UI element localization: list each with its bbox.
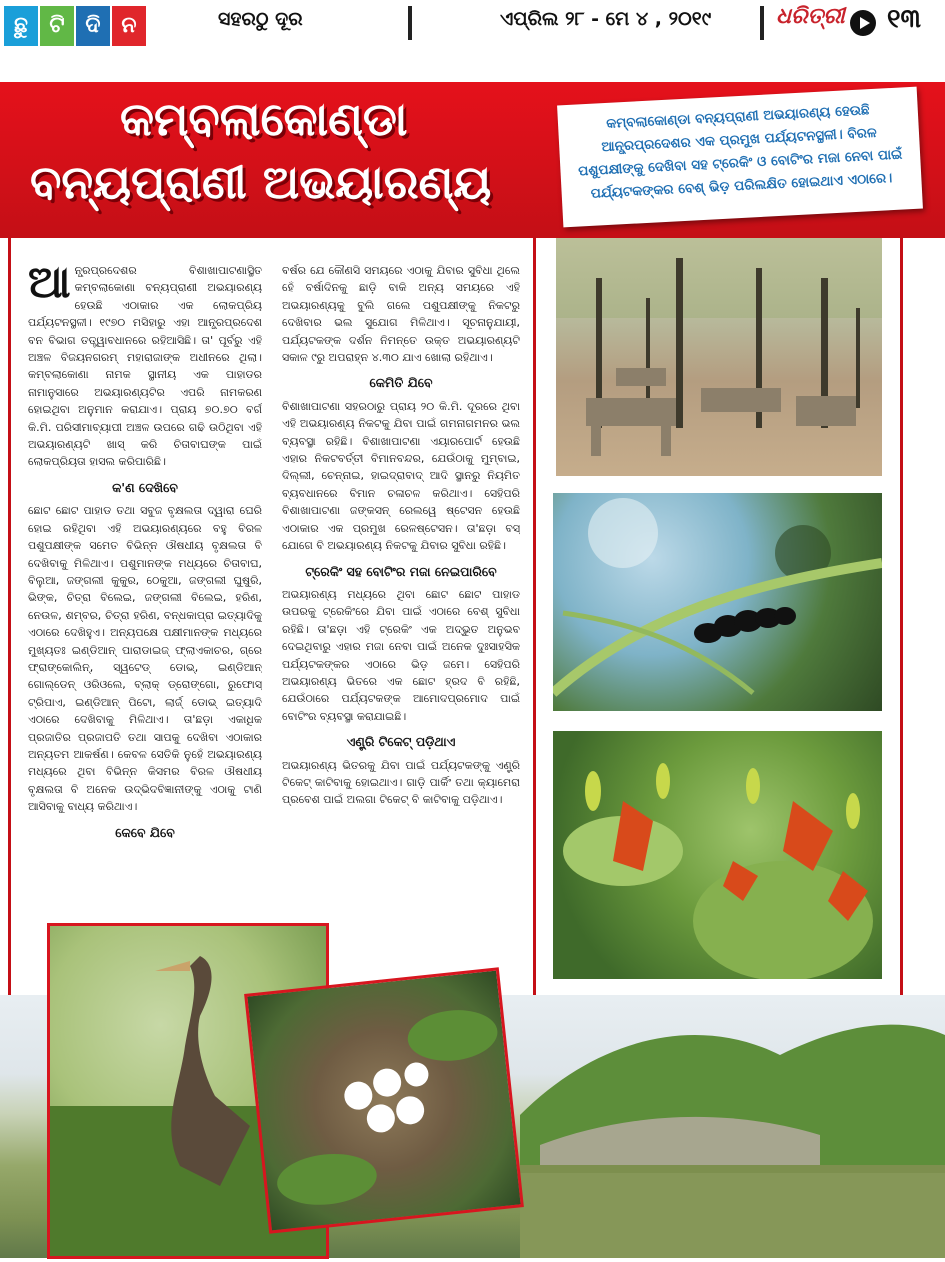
left-rule bbox=[8, 238, 11, 998]
subhead-trekking-boating: ଟ୍ରେକିଂ ସହ ବୋଟିଂର ମଜା ନେଇପାରିବେ bbox=[305, 563, 497, 579]
section-tile-4: ନ bbox=[112, 6, 146, 46]
entry-ticket-paragraph: ଅଭୟାରଣ୍ୟ ଭିତରକୁ ଯିବା ପାଇଁ ପର୍ଯ୍ୟଟକଙ୍କୁ ଏଣ୍ଟ୍ରି ଟିକେଟ୍ କାଟିବାକୁ ହୋଇଥାଏ। ଗାଡ଼ି ପାର୍କିଂ ତଥା କ୍ୟାମେରା ପ୍ରବେଶ ପାଇଁ ଅଲଗା ଟିକେଟ୍ ବି କାଟିବାକୁ ପଡ଼ିଥାଏ। bbox=[282, 758, 520, 807]
right-rule bbox=[900, 238, 903, 998]
orange-flowers-photo bbox=[553, 731, 882, 979]
issue-date: ଏପ୍ରିଲ ୨୮ - ମେ ୪ , ୨୦୧୯ bbox=[500, 8, 712, 30]
section-tile-3: ଦି bbox=[76, 6, 110, 46]
headline-line-1: କମ୍ବଲାକୋଣ୍ଡା bbox=[120, 92, 408, 146]
section-tile-1: ଛୁ bbox=[4, 6, 38, 46]
section-tile-2: ଟି bbox=[40, 6, 74, 46]
page-number: ୧୩ bbox=[887, 4, 921, 34]
callout-card bbox=[557, 87, 923, 228]
intro-paragraph: ନ୍ଧ୍ରପ୍ରଦେଶର ବିଶାଖାପାଟଣାସ୍ଥିତ କମ୍ବଲାକୋଣା ବନ୍ୟପ୍ରାଣୀ ଅଭୟାରଣ୍ୟ ହେଉଛି ଏଠାକାର ଏକ ଲୋକପ୍ରିୟ ପର୍ଯ୍ୟଟନସ୍ଥଳୀ। ୧୯୭୦ ମସିହାରୁ ଏହା ଆନ୍ଧ୍ରପ୍ରଦେଶ ବନ ବିଭାଗ ତତ୍ତ୍ୱାବଧାନରେ ରହିଆସିଛି। ତା' ପୂର୍ବରୁ ଏହି ଅଞ୍ଚଳ ବିଜୟନଗରମ୍ ମହାରାଜାଙ୍କ ଅଧୀନରେ ଥିଲା। କମ୍ବଲାକୋଣା ନାମକ ସ୍ଥାନୀୟ ଏକ ପାହାଡର ନାମାନୁସାରେ ଅଭୟାରଣ୍ୟଟିର ଏପରି ନାମକରଣ ହୋଇଥିବା ଅନୁମାନ କରାଯାଏ। ପ୍ରାୟ ୭୦.୭୦ ବର୍ଗ କି.ମି. ପରିସୀମାବ୍ୟାପୀ ଅଞ୍ଚଳ ଉପରେ ଗଢି ଉଠିଥିବା ଏହି ଅଭୟାରଣ୍ୟଟି ଖାସ୍ କରି ଚିତାବାଘଙ୍କ ପାଇଁ ଲୋକପ୍ରିୟତା ହାସଲ କରିପାରିଛି। bbox=[28, 264, 262, 469]
trekking-paragraph: ଅଭୟାରଣ୍ୟ ମଧ୍ୟରେ ଥିବା ଛୋଟ ଛୋଟ ପାହାଡ ଉପରକୁ ଟ୍ରେକିଂରେ ଯିବା ପାଇଁ ଏଠାରେ ବେଶ୍ ସୁବିଧା ରହିଛି। ତା'ଛଡ଼ା ଏହି ଟ୍ରେକିଂ ଏକ ଅଦ୍ଭୁତ ଅନୁଭବ ଦେଇଥିବାରୁ ଏହାର ମଜା ନେବା ପାଇଁ ଅନେକ ଦୁଃସାହସିକ ପର୍ଯ୍ୟଟକଙ୍କର ଏଠାରେ ଭିଡ଼ ଜମେ। ସେହିପରି ଅଭୟାରଣ୍ୟ ଭିତରେ ଏକ ଛୋଟ ହ୍ରଦ ବି ରହିଛି, ଯେଉଁଠାରେ ପର୍ଯ୍ୟଟକଙ୍କ ଆମୋଦପ୍ରମୋଦ ପାଇଁ ବୋଟିଂର ବ୍ୟବସ୍ଥା କରାଯାଇଛି। bbox=[282, 587, 520, 723]
jasmine-flowers-image bbox=[247, 971, 520, 1231]
middle-rule bbox=[533, 238, 536, 998]
caterpillar-photo bbox=[553, 493, 882, 711]
header-divider bbox=[408, 6, 412, 40]
subhead-when-to-go: କେବେ ଯିବେ bbox=[115, 824, 175, 840]
subhead-how-to-go: କେମିତି ଯିବେ bbox=[369, 375, 433, 391]
caterpillar-image bbox=[553, 493, 882, 711]
section-name: ସହରଠୁ ଦୂର bbox=[218, 8, 303, 30]
what-to-see-paragraph: ଛୋଟ ଛୋଟ ପାହାଡ ତଥା ସବୁଜ ବୃକ୍ଷଲତା ଦ୍ୱାରା ଘେରି ହୋଇ ରହିଥିବା ଏହି ଅଭୟାରଣ୍ୟରେ ବହୁ ବିରଳ ପଶୁପକ୍ଷୀଙ୍କ ସମେତ ବିଭିନ୍ନ ଔଷଧୀୟ ବୃକ୍ଷଲତା ବି ଦେଖିବାକୁ ମିଳିଥାଏ। ପଶୁମାନଙ୍କ ମଧ୍ୟରେ ଚିତାବାଘ, ବିଲୁଆ, ଜଙ୍ଗଲୀ କୁକୁର, ଠେକୁଆ, ଜଙ୍ଗଲୀ ଘୁଷୁରି, ଭିଙ୍କ, ଚିତ୍ରା ବିଲେଇ, ଜଙ୍ଗଲୀ ବିଲେଇ, ହରିଣ, ନେଉଳ, ଶମ୍ବର, ଚିତ୍ରା ହରିଣ, ବନ୍ଧକାପ୍ରା ଇତ୍ୟାଦିକୁ ଏଠାରେ ଦେଖିହୁଏ। ଅନ୍ୟପକ୍ଷେ ପକ୍ଷୀମାନଙ୍କ ମଧ୍ୟରେ ମୁଖ୍ୟତଃ ଇଣ୍ଡିଆନ୍ ପାରାଡାଇଜ୍ ଫ୍ଲାଏକାଚର, ଗ୍ରେ ଫ୍ରାଙ୍କୋଲିନ୍, ସ୍ୱଟେଡ୍ ଡୋଭ୍, ଇଣ୍ଡିଆନ୍ ଗୋଲ୍ଡେନ୍ ଓରିଓଲେ, ବ୍ଲାକ୍ ଡ୍ରୋଙ୍ଗୋ, ରୁଫୋସ୍ ଟ୍ରିପାଏ, ଇଣ୍ଡିଆନ୍ ପିଟୋ, ଲାର୍ଜ୍ ଡୋଭ୍ ଇତ୍ୟାଦି ଏଠାରେ ଦେଖିବାକୁ ମିଳିଥାଏ। ତା'ଛଡ଼ା ଏକାଧିକ ପ୍ରଜାତିର ପ୍ରଜାପତି ତଥା ସାପକୁ ଦେଖିବା ଏଠାକାର ଅନ୍ୟତମ ଆକର୍ଷଣ। କେବଳ ସେତିକି ନୁହେଁ ଅଭୟାରଣ୍ୟ ମଧ୍ୟରେ ଥିବା ବିଭିନ୍ନ କିସମର ବିରଳ ଔଷଧୀୟ ବୃକ୍ଷଲତା ବି ଅନେକ ଉଦ୍ଭିଦବିଜ୍ଞାନୀଙ୍କୁ ଏଠାକୁ ଟାଣି ଆସିବାକୁ ବାଧ୍ୟ କରିଥାଏ। bbox=[28, 504, 262, 814]
publication-logo: ଧରିତ୍ରୀ bbox=[776, 4, 845, 29]
subhead-entry-ticket: ଏଣ୍ଟ୍ରି ଟିକେଟ୍ ପଡ଼ିଥାଏ bbox=[346, 734, 456, 750]
forest-benches-photo bbox=[556, 238, 882, 476]
header-divider bbox=[760, 6, 764, 40]
article-column-1 bbox=[28, 262, 262, 872]
jasmine-flowers-photo bbox=[244, 967, 524, 1233]
article-column-2 bbox=[282, 262, 520, 862]
forest-benches-image bbox=[556, 238, 882, 476]
how-to-go-paragraph: ବିଶାଖାପାଟଣା ସହରଠାରୁ ପ୍ରାୟ ୨୦ କି.ମି. ଦୂରରେ ଥିବା ଏହି ଅଭୟାରଣ୍ୟ ନିକଟକୁ ଯିବା ପାଇଁ ଗମନାଗମନର ଭଲ ବ୍ୟବସ୍ଥା ରହିଛି। ବିଶାଖାପାଟଣା ଏୟାରପୋର୍ଟ ହେଉଛି ଏହାର ନିକଟବର୍ତ୍ତୀ ବିମାନବନ୍ଦର, ଯେଉଁଠାକୁ ମୁମ୍ବାଇ, ଦିଲ୍ଲୀ, ଚେନ୍ନାଇ, ହାଇଦ୍ରାବାଦ୍ ଆଦି ସ୍ଥାନରୁ ନିୟମିତ ବ୍ୟବଧାନରେ ବିମାନ ଚଳାଚଳ କରିଥାଏ। ସେହିପରି ବିଶାଖାପାଟଣା ଜଙ୍କସନ୍ ରେଲୱେ ଷ୍ଟେସନ ହେଉଛି ଏଠାକାର ଏକ ପ୍ରମୁଖ ରେଳଷ୍ଟେସନ। ତା'ଛଡ଼ା ବସ୍ ଯୋଗେ ବି ଅଭୟାରଣ୍ୟ ନିକଟକୁ ଯିବାର ସୁବିଧା ରହିଛି। bbox=[282, 399, 520, 553]
headline-line-2: ବନ୍ୟପ୍ରାଣୀ ଅଭୟାରଣ୍ୟ bbox=[30, 155, 492, 209]
drop-cap: ଆ bbox=[28, 262, 71, 308]
when-to-go-paragraph: ବର୍ଷର ଯେ କୌଣସି ସମୟରେ ଏଠାକୁ ଯିବାର ସୁବିଧା ଥିଲେ ହେଁ ବର୍ଷାଦିନକୁ ଛାଡ଼ି ବାକି ଅନ୍ୟ ସମୟରେ ଏହି ଅଭୟାରଣ୍ୟକୁ ବୁଲି ଗଲେ ପଶୁପକ୍ଷୀଙ୍କୁ ନିକଟରୁ ଦେଖିବାର ଭଲ ସୁଯୋଗ ମିଳିଥାଏ। ସୂଚନାନୁଯାୟୀ, ପର୍ଯ୍ୟଟକଙ୍କ ଦର୍ଶନ ନିମନ୍ତେ ଉକ୍ତ ଅଭୟାରଣ୍ୟଟି ସକାଳ ୯ରୁ ଅପରାହ୍ନ ୪.୩୦ ଯାଏ ଖୋଲା ରହିଥାଏ। bbox=[282, 264, 520, 365]
subhead-what-to-see: କ'ଣ ଦେଖିବେ bbox=[112, 479, 178, 495]
callout-text: କମ୍ବଲାକୋଣ୍ଡା ବନ୍ୟପ୍ରାଣୀ ଅଭୟାରଣ୍ୟ ହେଉଛି ଆନ୍ଧ୍ରପ୍ରଦେଶର ଏକ ପ୍ରମୁଖ ପର୍ଯ୍ୟଟନସ୍ଥଳୀ। ବିରଳ ପଶୁପକ୍ଷୀଙ୍କୁ ଦେଖିବା ସହ ଟ୍ରେକିଂ ଓ ବୋଟିଂର ମଜା ନେବା ପାଇଁ ପର୍ଯ୍ୟଟକଙ୍କର ବେଶ୍ ଭିଡ଼ ପରିଲକ୍ଷିତ ହୋଇଥାଏ ଏଠାରେ। bbox=[577, 102, 903, 202]
play-icon bbox=[850, 10, 876, 36]
page-header bbox=[0, 0, 945, 46]
orange-flowers-image bbox=[553, 731, 882, 979]
